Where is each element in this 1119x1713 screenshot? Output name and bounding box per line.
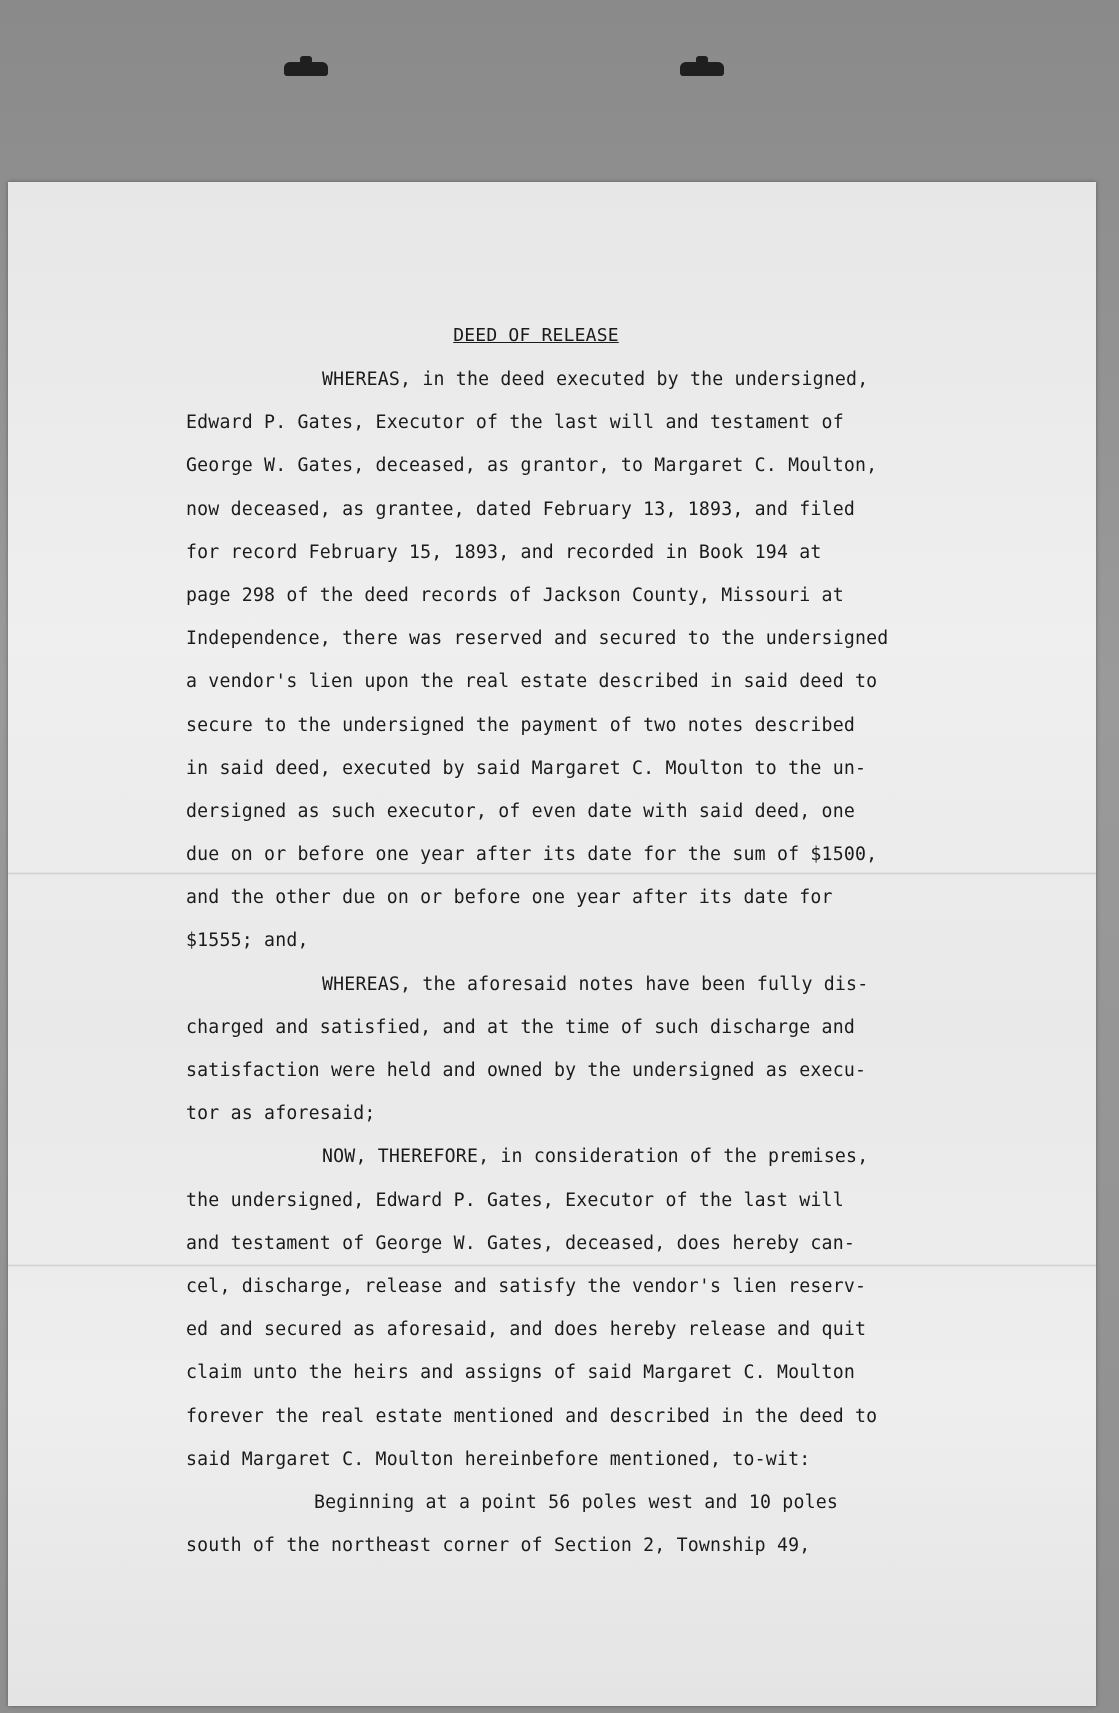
text-line: claim unto the heirs and assigns of said Margaret C. Moulton bbox=[186, 1362, 855, 1384]
text-line: $1555; and, bbox=[186, 930, 309, 952]
binder-clip-right bbox=[680, 62, 724, 76]
text-line: WHEREAS, in the deed executed by the undersigned, bbox=[322, 369, 869, 390]
text-line: forever the real estate mentioned and described in the deed to bbox=[186, 1405, 878, 1427]
text-line: secure to the undersigned the payment of two notes described bbox=[186, 714, 855, 736]
text-line: in said deed, executed by said Margaret C. Moulton to the un- bbox=[186, 757, 867, 779]
text-line: south of the northeast corner of Section 2, Township 49, bbox=[186, 1535, 811, 1557]
text-line: charged and satisfied, and at the time of such discharge and bbox=[186, 1016, 855, 1038]
text-line: Beginning at a point 56 poles west and 10 poles bbox=[314, 1491, 839, 1513]
document-body bbox=[186, 314, 1006, 1567]
text-line: due on or before one year after its date for the sum of $1500, bbox=[186, 844, 878, 866]
text-line: a vendor's lien upon the real estate described in said deed to bbox=[186, 671, 878, 693]
binder-clip-left bbox=[284, 62, 328, 76]
text-line: and the other due on or before one year after its date for bbox=[186, 887, 833, 909]
text-line: Edward P. Gates, Executor of the last will and testament of bbox=[186, 412, 844, 434]
text-line: dersigned as such executor, of even date with said deed, one bbox=[186, 800, 855, 822]
text-line: and testament of George W. Gates, deceased, does hereby can- bbox=[186, 1232, 855, 1254]
text-line: NOW, THEREFORE, in consideration of the premises, bbox=[322, 1146, 869, 1168]
text-line: George W. Gates, deceased, as grantor, to Margaret C. Moulton, bbox=[186, 455, 878, 477]
text-line: satisfaction were held and owned by the undersigned as execu- bbox=[186, 1060, 867, 1081]
text-line: page 298 of the deed records of Jackson County, Missouri at bbox=[186, 584, 844, 606]
text-line: Independence, there was reserved and secured to the undersigned bbox=[186, 628, 889, 650]
text-line: WHEREAS, the aforesaid notes have been fully dis- bbox=[322, 973, 869, 995]
document-title: DEED OF RELEASE bbox=[453, 325, 619, 346]
text-line: ed and secured as aforesaid, and does hereby release and quit bbox=[186, 1319, 867, 1341]
text-line: the undersigned, Edward P. Gates, Executor of the last will bbox=[186, 1189, 844, 1211]
text-line: tor as aforesaid; bbox=[186, 1103, 376, 1125]
text-line: said Margaret C. Moulton hereinbefore mentioned, to-wit: bbox=[186, 1448, 811, 1470]
document-page bbox=[8, 182, 1096, 1706]
text-line: for record February 15, 1893, and recorded in Book 194 at bbox=[186, 541, 822, 563]
text-line: now deceased, as grantee, dated February 13, 1893, and filed bbox=[186, 498, 855, 520]
text-line: cel, discharge, release and satisfy the vendor's lien reserv- bbox=[186, 1275, 867, 1297]
